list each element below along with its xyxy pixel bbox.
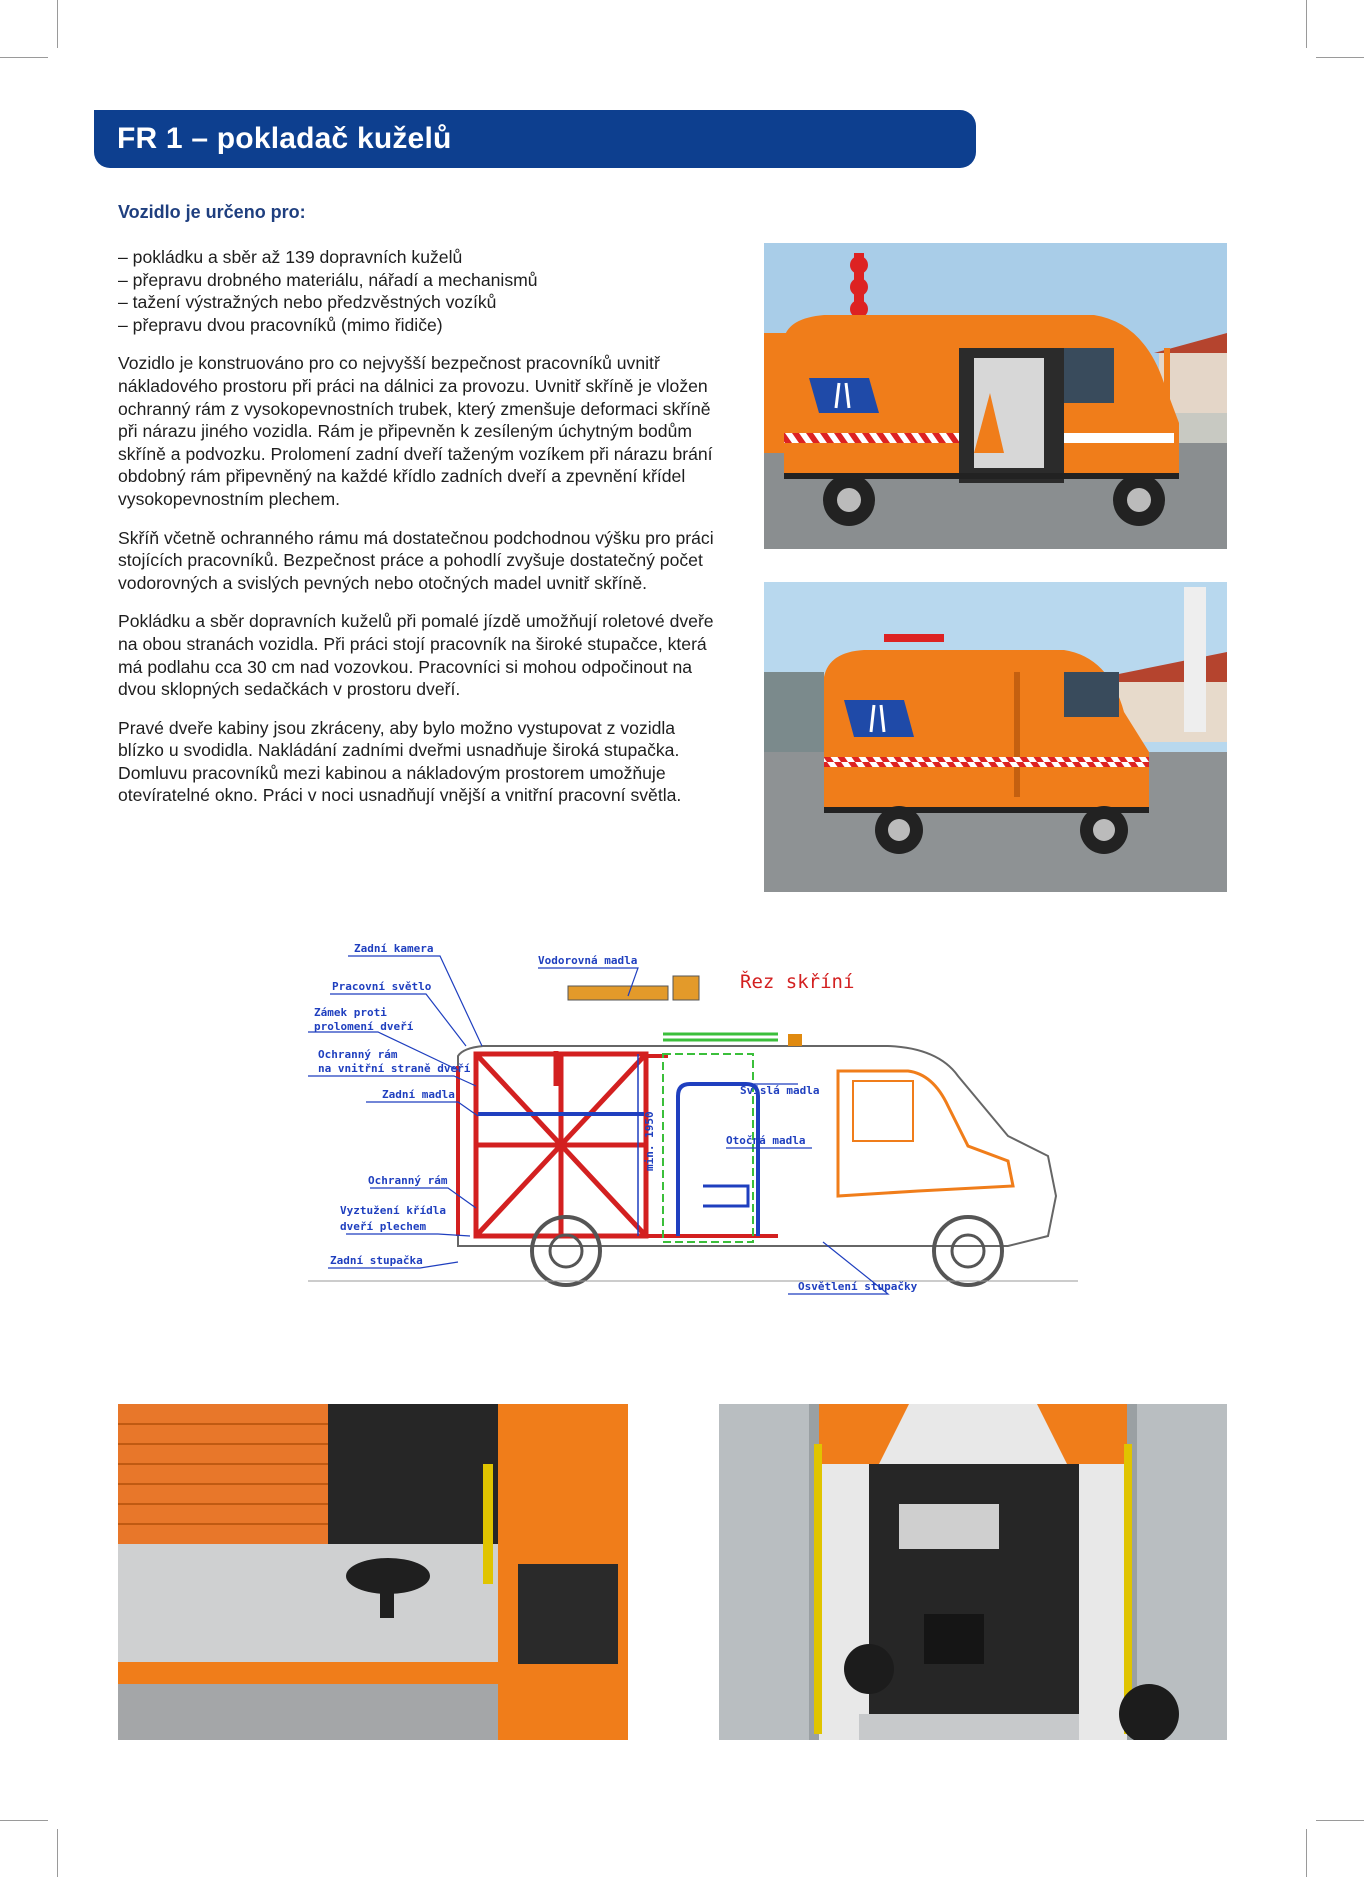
text-column <box>118 246 718 823</box>
diagram-title: Řez skříní <box>740 971 855 993</box>
photo-side-door-interior <box>118 1404 628 1740</box>
protective-frame <box>476 1051 646 1236</box>
list-item: – přepravu drobného materiálu, nářadí a mechanismů <box>118 269 538 290</box>
crop-mark-tr-v <box>1306 0 1307 48</box>
label-vertical-handle: Svislá madla <box>740 1084 820 1097</box>
cabin-outline <box>838 1071 1013 1196</box>
label-rear-camera: Zadní kamera <box>354 942 434 955</box>
paragraph-cone-laying: Pokládku a sběr dopravních kuželů při pomalé jízdě umožňují roletové dveře na obou stranách vozidla. Při práci stojí pracovník na široké stupačce, která má podlahu cca 30 cm nad vozovkou. Pracovníci si mohou odpočinout na dvou sklopných sedačkách v prostoru dveří. <box>118 611 714 700</box>
dimension-label: min. 1950 <box>643 1111 656 1171</box>
crop-mark-bl-h <box>0 1820 48 1821</box>
photo-van-side-closed <box>764 582 1227 892</box>
crop-mark-tl-v <box>57 0 58 48</box>
page-title: FR 1 – pokladač kuželů <box>117 122 452 155</box>
label-frame-door-2: na vnitřní straně dveří <box>318 1062 471 1075</box>
cross-section-diagram <box>308 936 1078 1304</box>
label-rear-handle: Zadní madla <box>382 1088 455 1101</box>
crop-mark-tr-h <box>1316 57 1364 58</box>
subheading: Vozidlo je určeno pro: <box>118 202 306 222</box>
label-rotating-handle: Otočná madla <box>726 1134 806 1147</box>
label-work-light: Pracovní světlo <box>332 980 432 993</box>
title-bar <box>94 110 976 168</box>
list-item: – pokládku a sběr až 139 dopravních kuželů <box>118 247 463 267</box>
label-lock-2: prolomení dveří <box>314 1020 414 1033</box>
label-step-light: Osvětlení stupačky <box>798 1280 918 1293</box>
list-item: – přepravu dvou pracovníků (mimo řidiče) <box>118 314 443 335</box>
purpose-list <box>118 246 718 336</box>
paragraph-cargo-space: Skříň včetně ochranného rámu má dostatečnou podchodnou výšku pro práci stojících pracovníků. Bezpečnost práce a pohodlí zvyšuje dostatečný počet vodorovných a svislých pevných nebo otočných madel uvnitř skříně. <box>118 527 714 593</box>
label-lock-1: Zámek proti <box>314 1006 387 1019</box>
label-protective-frame: Ochranný rám <box>368 1174 448 1187</box>
label-rear-step: Zadní stupačka <box>330 1254 423 1267</box>
crop-mark-bl-v <box>57 1829 58 1877</box>
label-reinforce-1: Vyztužení křídla <box>340 1204 446 1217</box>
photo-rear-interior <box>719 1404 1227 1740</box>
list-item: – tažení výstražných nebo předzvěstných vozíků <box>118 292 497 313</box>
crop-mark-br-v <box>1306 1829 1307 1877</box>
label-horizontal-handle: Vodorovná madla <box>538 954 638 967</box>
photo-van-side-open <box>764 243 1227 549</box>
label-frame-door-1: Ochranný rám <box>318 1048 398 1061</box>
label-reinforce-2: dveří plechem <box>340 1220 427 1233</box>
paragraph-cabin: Pravé dveře kabiny jsou zkráceny, aby bylo možno vystupovat z vozidla blízko u svodidla. Nakládání zadními dveřmi usnadňuje široká stupačka. Domluvu pracovníků mezi kabinou a nákladovým prostorem umožňuje otevíratelné okno. Práci v noci usnadňují vnější a vnitřní pracovní světla. <box>118 717 682 806</box>
crop-mark-tl-h <box>0 57 48 58</box>
crop-mark-br-h <box>1316 1820 1364 1821</box>
paragraph-safety: Vozidlo je konstruováno pro co nejvyšší bezpečnost pracovníků uvnitř nákladového prostoru při práci na dálnici za provozu. Uvnitř skříně je vložen ochranný rám z vysokopevnostních trubek, který zmenšuje deformaci skříně při nárazu jiného vozidla. Rám je připevněn k zesíleným úchytným bodům skříně a podvozku. Prolomení zadní dveří taženým vozíkem při nárazu brání obdobný rám připevněný na každé křídlo zadních dveří a zpevnění křídel vysokopevnostním plechem. <box>118 353 713 509</box>
